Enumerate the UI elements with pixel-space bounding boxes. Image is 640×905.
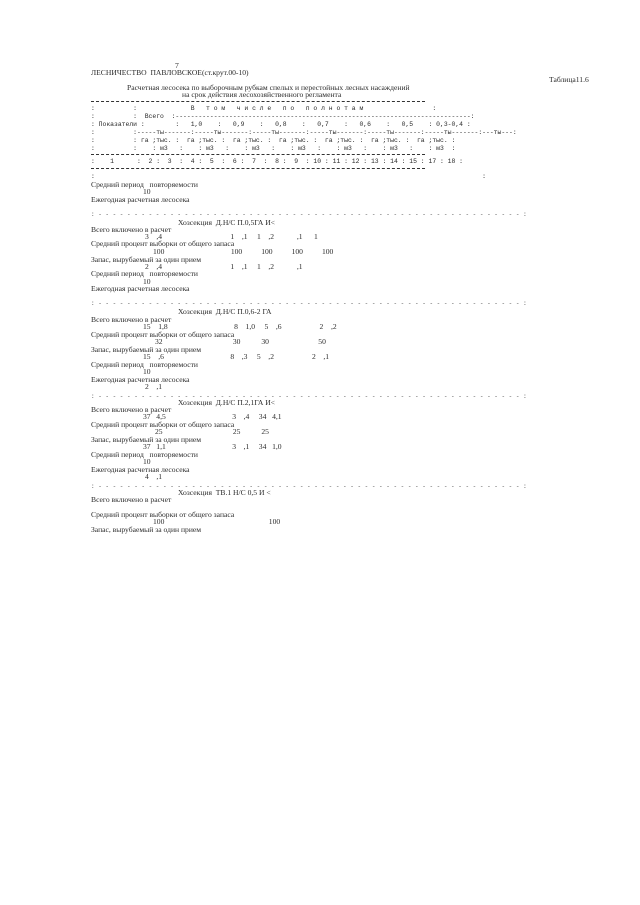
section-title: Хозсекция Д.Н/С П.0,6-2 ГА	[178, 307, 272, 316]
stock-values: 15 ,6 8 ,3 5 ,2 2 ,1	[143, 352, 330, 361]
included-label: Всего включено в расчет	[91, 405, 172, 414]
table-mid-rule	[91, 154, 425, 155]
period-value: 10	[143, 277, 151, 286]
percent-label: Средний процент выборки от общего запаса	[91, 330, 235, 339]
table-spacer-row: : :	[91, 173, 487, 180]
percent-label: Средний процент выборки от общего запаса	[91, 239, 235, 248]
intro-period-label: Средний период повторяемости	[91, 180, 198, 189]
table-number: Таблица11.6	[549, 75, 589, 84]
section-title: Хозсекция ТВ.1 Н/С 0,5 И <	[178, 488, 271, 497]
section-separator: : - - - - - - - - - - - - - - - - - - - - - - - - - - - - - - - - - - - - - - - - - - - - - - - - - - - - - - - - - - - :	[91, 393, 527, 400]
annual-label: Ежегодная расчетная лесосека	[91, 284, 190, 293]
included-label: Всего включено в расчет	[91, 315, 172, 324]
table-top-rule	[91, 101, 425, 102]
section-separator: : - - - - - - - - - - - - - - - - - - - - - - - - - - - - - - - - - - - - - - - - - - - - - - - - - - - - - - - - - - - :	[91, 211, 527, 218]
percent-values: 100 100 100 100 100	[153, 247, 334, 256]
percent-label: Средний процент выборки от общего запаса	[91, 420, 235, 429]
stock-label: Запас, вырубаемый за один прием	[91, 435, 202, 444]
section-title: Хозсекция Д.Н/С П.2,1ГА И<	[178, 398, 275, 407]
period-label: Средний период повторяемости	[91, 269, 198, 278]
table-head-row-3: : Показатели : : 1,0 : 0,9 : 0,8 : 0,7 : 0,6 : 0,5 : 0,3-0,4 :	[91, 121, 471, 128]
section-separator: : - - - - - - - - - - - - - - - - - - - - - - - - - - - - - - - - - - - - - - - - - - - - - - - - - - - - - - - - - - - :	[91, 300, 527, 307]
table-head-row-1: : : В т о м ч и с л е п о п о л н о т а м :	[91, 105, 437, 112]
forestry-name: ЛЕСНИЧЕСТВО ПАВЛОВСКОЕ(ст.крут.00-10)	[91, 68, 249, 77]
document-title: Расчетная лесосека по выборочным рубкам спелых и перестойных лесных насаждений	[127, 83, 410, 92]
table-head-row-2: : : Всего :-----------------------------------------------------------------------------:	[91, 113, 475, 120]
percent-label: Средний процент выборки от общего запаса	[91, 510, 235, 519]
stock-values: 2 ,4 1 ,1 1 ,2 ,1	[145, 262, 303, 271]
included-values: 3 ,4 1 ,1 1 ,2 ,1 1	[145, 232, 318, 241]
stock-values: 37 1,1 3 ,1 34 1,0	[143, 442, 282, 451]
annual-values: 4 ,1	[145, 472, 163, 481]
table-column-numbers: : 1 : 2 : 3 : 4 : 5 : 6 : 7 : 8 : 9 : 10 : 11 : 12 : 13 : 14 : 15 : 17 : 18 :	[91, 158, 463, 165]
page-number: 7	[175, 61, 179, 70]
included-values: 15 1,8 8 1,0 5 ,6 2 ,2	[143, 322, 337, 331]
annual-label: Ежегодная расчетная лесосека	[91, 465, 190, 474]
document-subtitle: на срок действия лесохозяйственного регламента	[182, 90, 342, 99]
annual-label: Ежегодная расчетная лесосека	[91, 375, 190, 384]
intro-annual-label: Ежегодная расчетная лесосека	[91, 195, 190, 204]
stock-label: Запас, вырубаемый за один прием	[91, 345, 202, 354]
table-bottom-rule	[91, 168, 425, 169]
table-head-row-5: : : га ;тыс. : га ;тыс. : га ;тыс. : га ;тыс. : га ;тыс. : га ;тыс. : га ;тыс. :	[91, 137, 456, 144]
period-value: 10	[143, 367, 151, 376]
table-head-row-4: : :-----ты-------:-----ты-------:-----ты-------:-----ты-------:-----ты-------:-----ты-------:---ты---:	[91, 129, 517, 136]
included-label: Всего включено в расчет	[91, 495, 172, 504]
included-label: Всего включено в расчет	[91, 225, 172, 234]
period-label: Средний период повторяемости	[91, 360, 198, 369]
percent-values: 25 25 25	[155, 427, 269, 436]
stock-label: Запас, вырубаемый за один прием	[91, 255, 202, 264]
included-values: 37 4,5 3 ,4 34 4,1	[143, 412, 282, 421]
period-label: Средний период повторяемости	[91, 450, 198, 459]
table-head-row-6: : : : м3 : : м3 : : м3 : : м3 : : м3 : : м3 : : м3 :	[91, 145, 456, 152]
percent-values: 32 30 30 50	[155, 337, 326, 346]
stock-label: Запас, вырубаемый за один прием	[91, 525, 202, 534]
section-title: Хозсекция Д.Н/С П.0,5ГА И<	[178, 218, 275, 227]
period-value: 10	[143, 457, 151, 466]
percent-values: 100 100	[153, 517, 281, 526]
annual-values: 2 ,1	[145, 382, 163, 391]
intro-period-value: 10	[143, 187, 151, 196]
section-separator: : - - - - - - - - - - - - - - - - - - - - - - - - - - - - - - - - - - - - - - - - - - - - - - - - - - - - - - - - - - - :	[91, 483, 527, 490]
